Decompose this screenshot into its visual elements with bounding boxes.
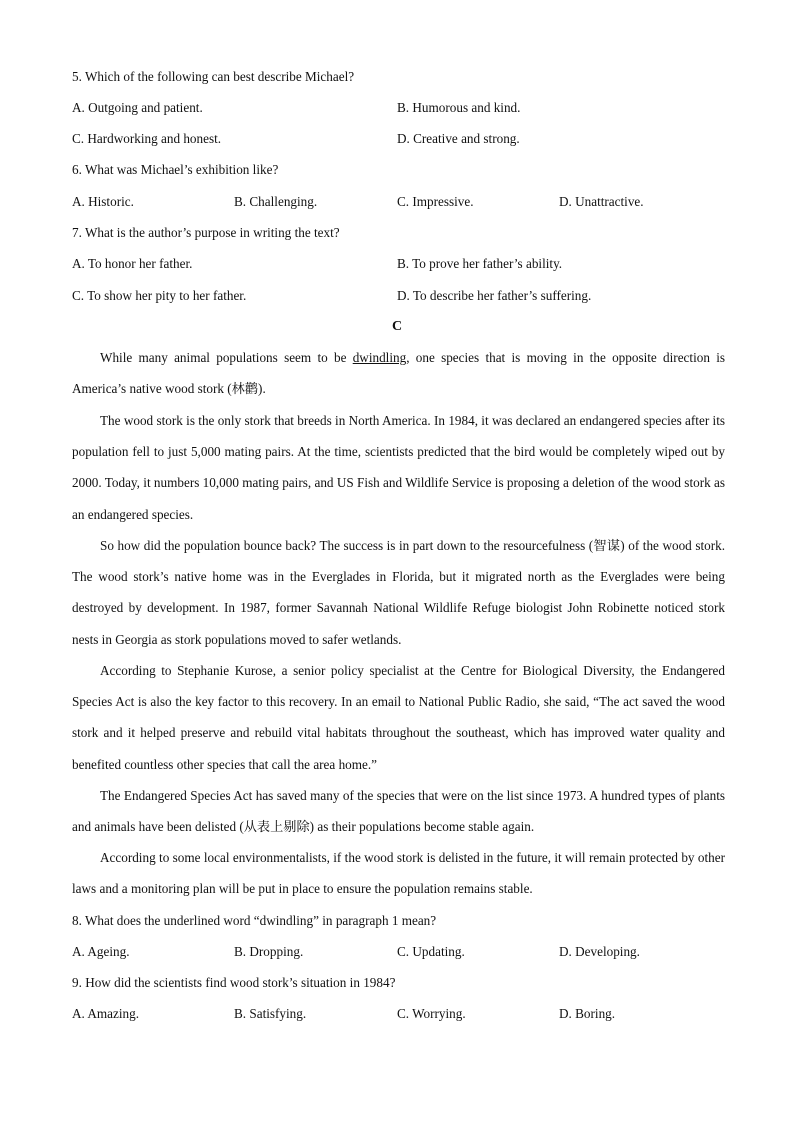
section-title: C — [391, 319, 403, 334]
question-8-option-b: B. Dropping. — [234, 944, 304, 959]
underlined-word: dwindling — [352, 350, 407, 365]
question-8-option-a: A. Ageing. — [72, 944, 130, 959]
passage-paragraph-3: So how did the population bounce back? The success is in part down to the resourcefulness (智谋) of the wood stork. The wood stork’s native home was in the Everglades in Florida, but it migrated north as the Everglades were being destroyed by development. In 1987, former Savannah National Wildlife Refuge biologist John Robinette noticed stork nests in Georgia as stork populations moved to safer wetlands. — [72, 538, 725, 647]
question-8-option-d: D. Developing. — [559, 944, 640, 959]
question-9-stem: 9. How did the scientists find wood stork’s situation in 1984? — [72, 975, 396, 990]
question-5-option-a: A. Outgoing and patient. — [72, 100, 203, 115]
question-7-option-a: A. To honor her father. — [72, 256, 193, 271]
question-5-option-c: C. Hardworking and honest. — [72, 131, 222, 146]
passage-paragraph-4: According to Stephanie Kurose, a senior policy specialist at the Centre for Biological Diversity, the Endangered Species Act is also the key factor to this recovery. In an email to National Public Radio, she said, “The act saved the wood stork and it helped preserve and rebuild vital habitats throughout the southeast, which has improved water quality and benefited countless other species that call the area home.” — [72, 663, 725, 772]
question-9-option-c: C. Worrying. — [397, 1006, 466, 1021]
question-7-option-d: D. To describe her father’s suffering. — [397, 288, 592, 303]
passage-paragraph-5: The Endangered Species Act has saved many of the species that were on the list since 1973. A hundred types of plants and animals have been delisted (从表上剔除) as their populations become stable again. — [72, 788, 725, 835]
question-6-option-c: C. Impressive. — [397, 194, 474, 209]
passage-paragraph-2: The wood stork is the only stork that breeds in North America. In 1984, it was declared an endangered species after its population fell to just 5,000 mating pairs. At the time, scientists predicted that the bird would be completely wiped out by 2000. Today, it numbers 10,000 mating pairs, and US Fish and Wildlife Service is proposing a deletion of the wood stork as an endangered species. — [72, 413, 725, 522]
question-6-option-a: A. Historic. — [72, 194, 134, 209]
question-5-option-d: D. Creative and strong. — [397, 131, 520, 146]
question-7-option-b: B. To prove her father’s ability. — [397, 256, 563, 271]
question-6-option-b: B. Challenging. — [234, 194, 318, 209]
passage-paragraph-1 — [72, 342, 725, 404]
passage-paragraph-6: According to some local environmentalists, if the wood stork is delisted in the future, it will remain protected by other laws and a monitoring plan will be put in place to ensure the population remains stable. — [72, 850, 725, 897]
question-7-option-c: C. To show her pity to her father. — [72, 288, 247, 303]
paragraph-1-text-before: While many animal populations seem to be — [100, 350, 353, 365]
question-9-option-d: D. Boring. — [559, 1006, 616, 1021]
question-6-option-d: D. Unattractive. — [559, 194, 644, 209]
question-7-stem: 7. What is the author’s purpose in writing the text? — [72, 225, 340, 240]
question-8-option-c: C. Updating. — [397, 944, 465, 959]
question-9-option-b: B. Satisfying. — [234, 1006, 307, 1021]
question-8-stem: 8. What does the underlined word “dwindling” in paragraph 1 mean? — [72, 913, 437, 928]
question-5-option-b: B. Humorous and kind. — [397, 100, 521, 115]
question-6-stem: 6. What was Michael’s exhibition like? — [72, 162, 279, 177]
question-9-option-a: A. Amazing. — [72, 1006, 140, 1021]
paragraph-1-text-after: , one species that is moving in the opposite direction is America’s native wood stork (林鹳). — [72, 350, 725, 397]
question-5-stem: 5. Which of the following can best describe Michael? — [72, 69, 355, 84]
